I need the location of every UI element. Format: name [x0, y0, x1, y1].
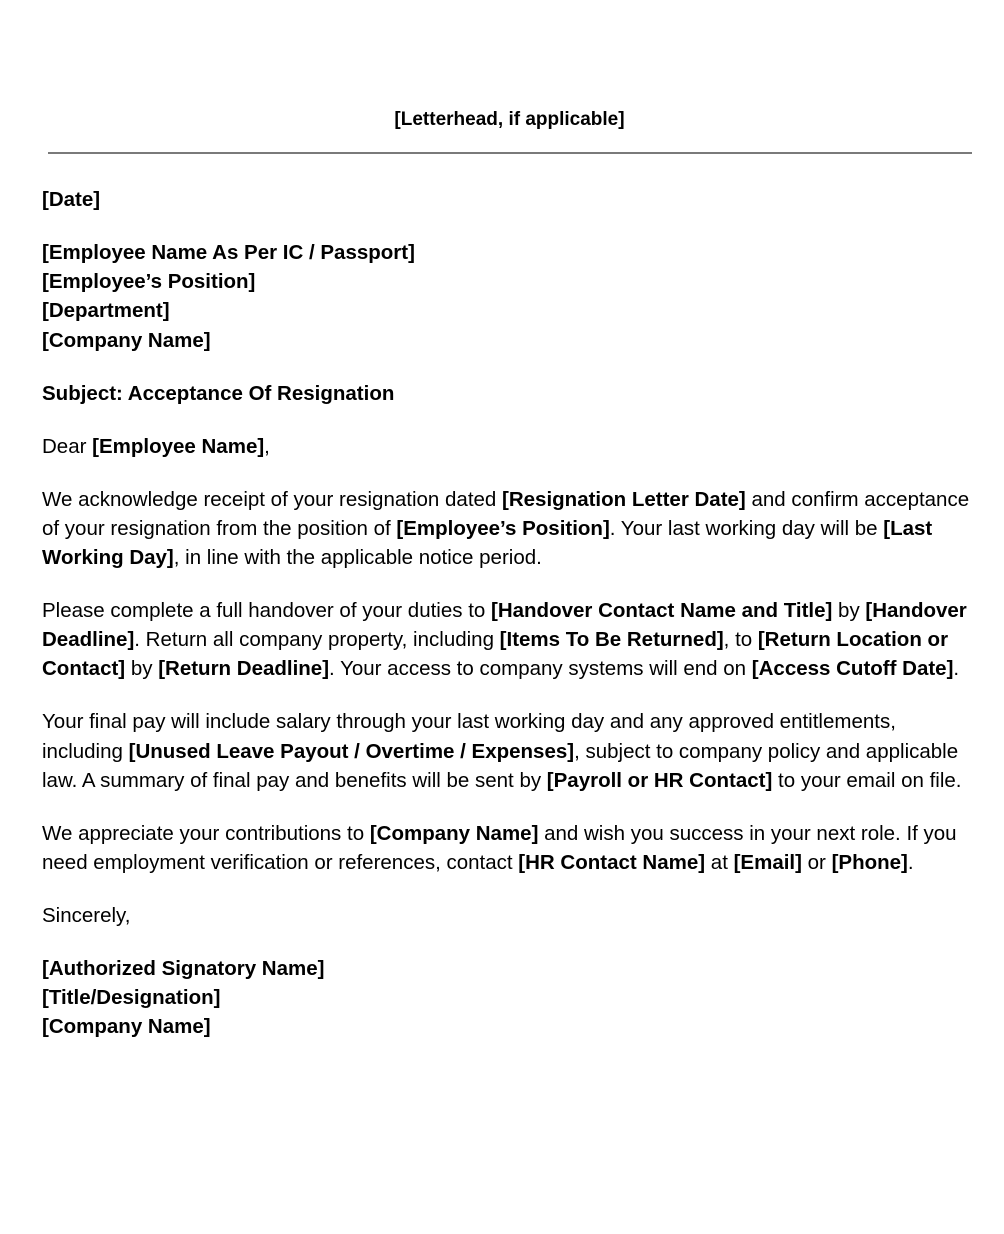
salutation — [42, 432, 982, 461]
resignation-letter-date: [Resignation Letter Date] — [502, 487, 746, 511]
p4-text-3: at — [705, 851, 734, 875]
paragraph-acknowledgement — [42, 485, 982, 573]
p1-text-1: We acknowledge receipt of your resignation dated — [42, 487, 503, 511]
paragraph-final-pay — [42, 707, 982, 795]
hr-contact-name: [HR Contact Name] — [518, 851, 706, 875]
return-deadline: [Return Deadline] — [158, 657, 330, 681]
p2-text-5: by — [125, 657, 159, 681]
handover-deadline: [Handover Deadline] — [42, 599, 967, 652]
paragraph-handover — [42, 596, 982, 684]
p2-text-2: by — [832, 599, 866, 623]
signature-block — [42, 954, 982, 1042]
payroll-contact: [Payroll or HR Contact] — [546, 768, 773, 792]
salutation-suffix: , — [264, 434, 270, 458]
last-working-day: [Last Working Day] — [42, 516, 933, 570]
letterhead: [Letterhead, if applicable] — [394, 109, 625, 130]
p2-text-3: . Return all company property, including — [134, 628, 500, 652]
date-field: [Date] — [42, 188, 101, 211]
salutation-prefix: Dear — [42, 434, 93, 458]
p4-text-2: and wish you success in your next role. If you need employment verification or references, contact — [42, 821, 957, 875]
recipient-position: [Employee’s Position] — [42, 270, 256, 294]
return-location: [Return Location or Contact] — [42, 628, 949, 681]
entitlements-placeholder: [Unused Leave Payout / Overtime / Expenses] — [128, 739, 575, 763]
p1-text-3: . Your last working day will be — [609, 516, 884, 540]
p3-text-1: Your final pay will include salary through your last working day and any approved entitlements, including — [42, 710, 896, 763]
p1-text-4: , in line with the applicable notice period. — [173, 546, 542, 570]
letterhead-divider — [48, 152, 972, 154]
recipient-department: [Department] — [42, 299, 170, 323]
p2-text-1: Please complete a full handover of your duties to — [42, 599, 491, 623]
subject-line — [42, 379, 982, 408]
p4-text-5: . — [907, 851, 914, 875]
signatory-name: [Authorized Signatory Name] — [42, 957, 325, 981]
phone-placeholder: [Phone] — [831, 851, 908, 875]
signatory-company: [Company Name] — [42, 1015, 211, 1039]
p2-text-7: . — [953, 657, 960, 681]
subject-text: Subject: Acceptance Of Resignation — [42, 381, 395, 405]
p3-text-2: , subject to company policy and applicable law. A summary of final pay and benefits will be sent by — [42, 739, 959, 792]
letter-date — [42, 185, 982, 214]
p4-text-1: We appreciate your contributions to — [42, 821, 370, 845]
p2-text-6: . Your access to company systems will end on — [329, 657, 752, 681]
recipient-company: [Company Name] — [42, 328, 211, 352]
employee-position-placeholder: [Employee’s Position] — [396, 516, 610, 540]
recipient-block — [42, 238, 982, 355]
p2-text-4: , to — [723, 628, 758, 652]
recipient-name: [Employee Name As Per IC / Passport] — [42, 241, 415, 264]
items-to-be-returned: [Items To Be Returned] — [499, 628, 724, 652]
email-placeholder: [Email] — [733, 851, 802, 875]
paragraph-appreciation — [42, 819, 982, 877]
p3-text-3: to your email on file. — [772, 768, 962, 792]
closing: Sincerely, — [42, 904, 131, 928]
p4-text-4: or — [801, 851, 832, 875]
letter-body — [42, 185, 982, 1065]
company-name-placeholder: [Company Name] — [369, 821, 539, 845]
signatory-title: [Title/Designation] — [42, 986, 221, 1010]
handover-contact: [Handover Contact Name and Title] — [491, 599, 833, 623]
p1-text-2: and confirm acceptance of your resignation from the position of — [42, 487, 970, 540]
salutation-name: [Employee Name] — [92, 434, 265, 458]
access-cutoff-date: [Access Cutoff Date] — [751, 657, 954, 681]
